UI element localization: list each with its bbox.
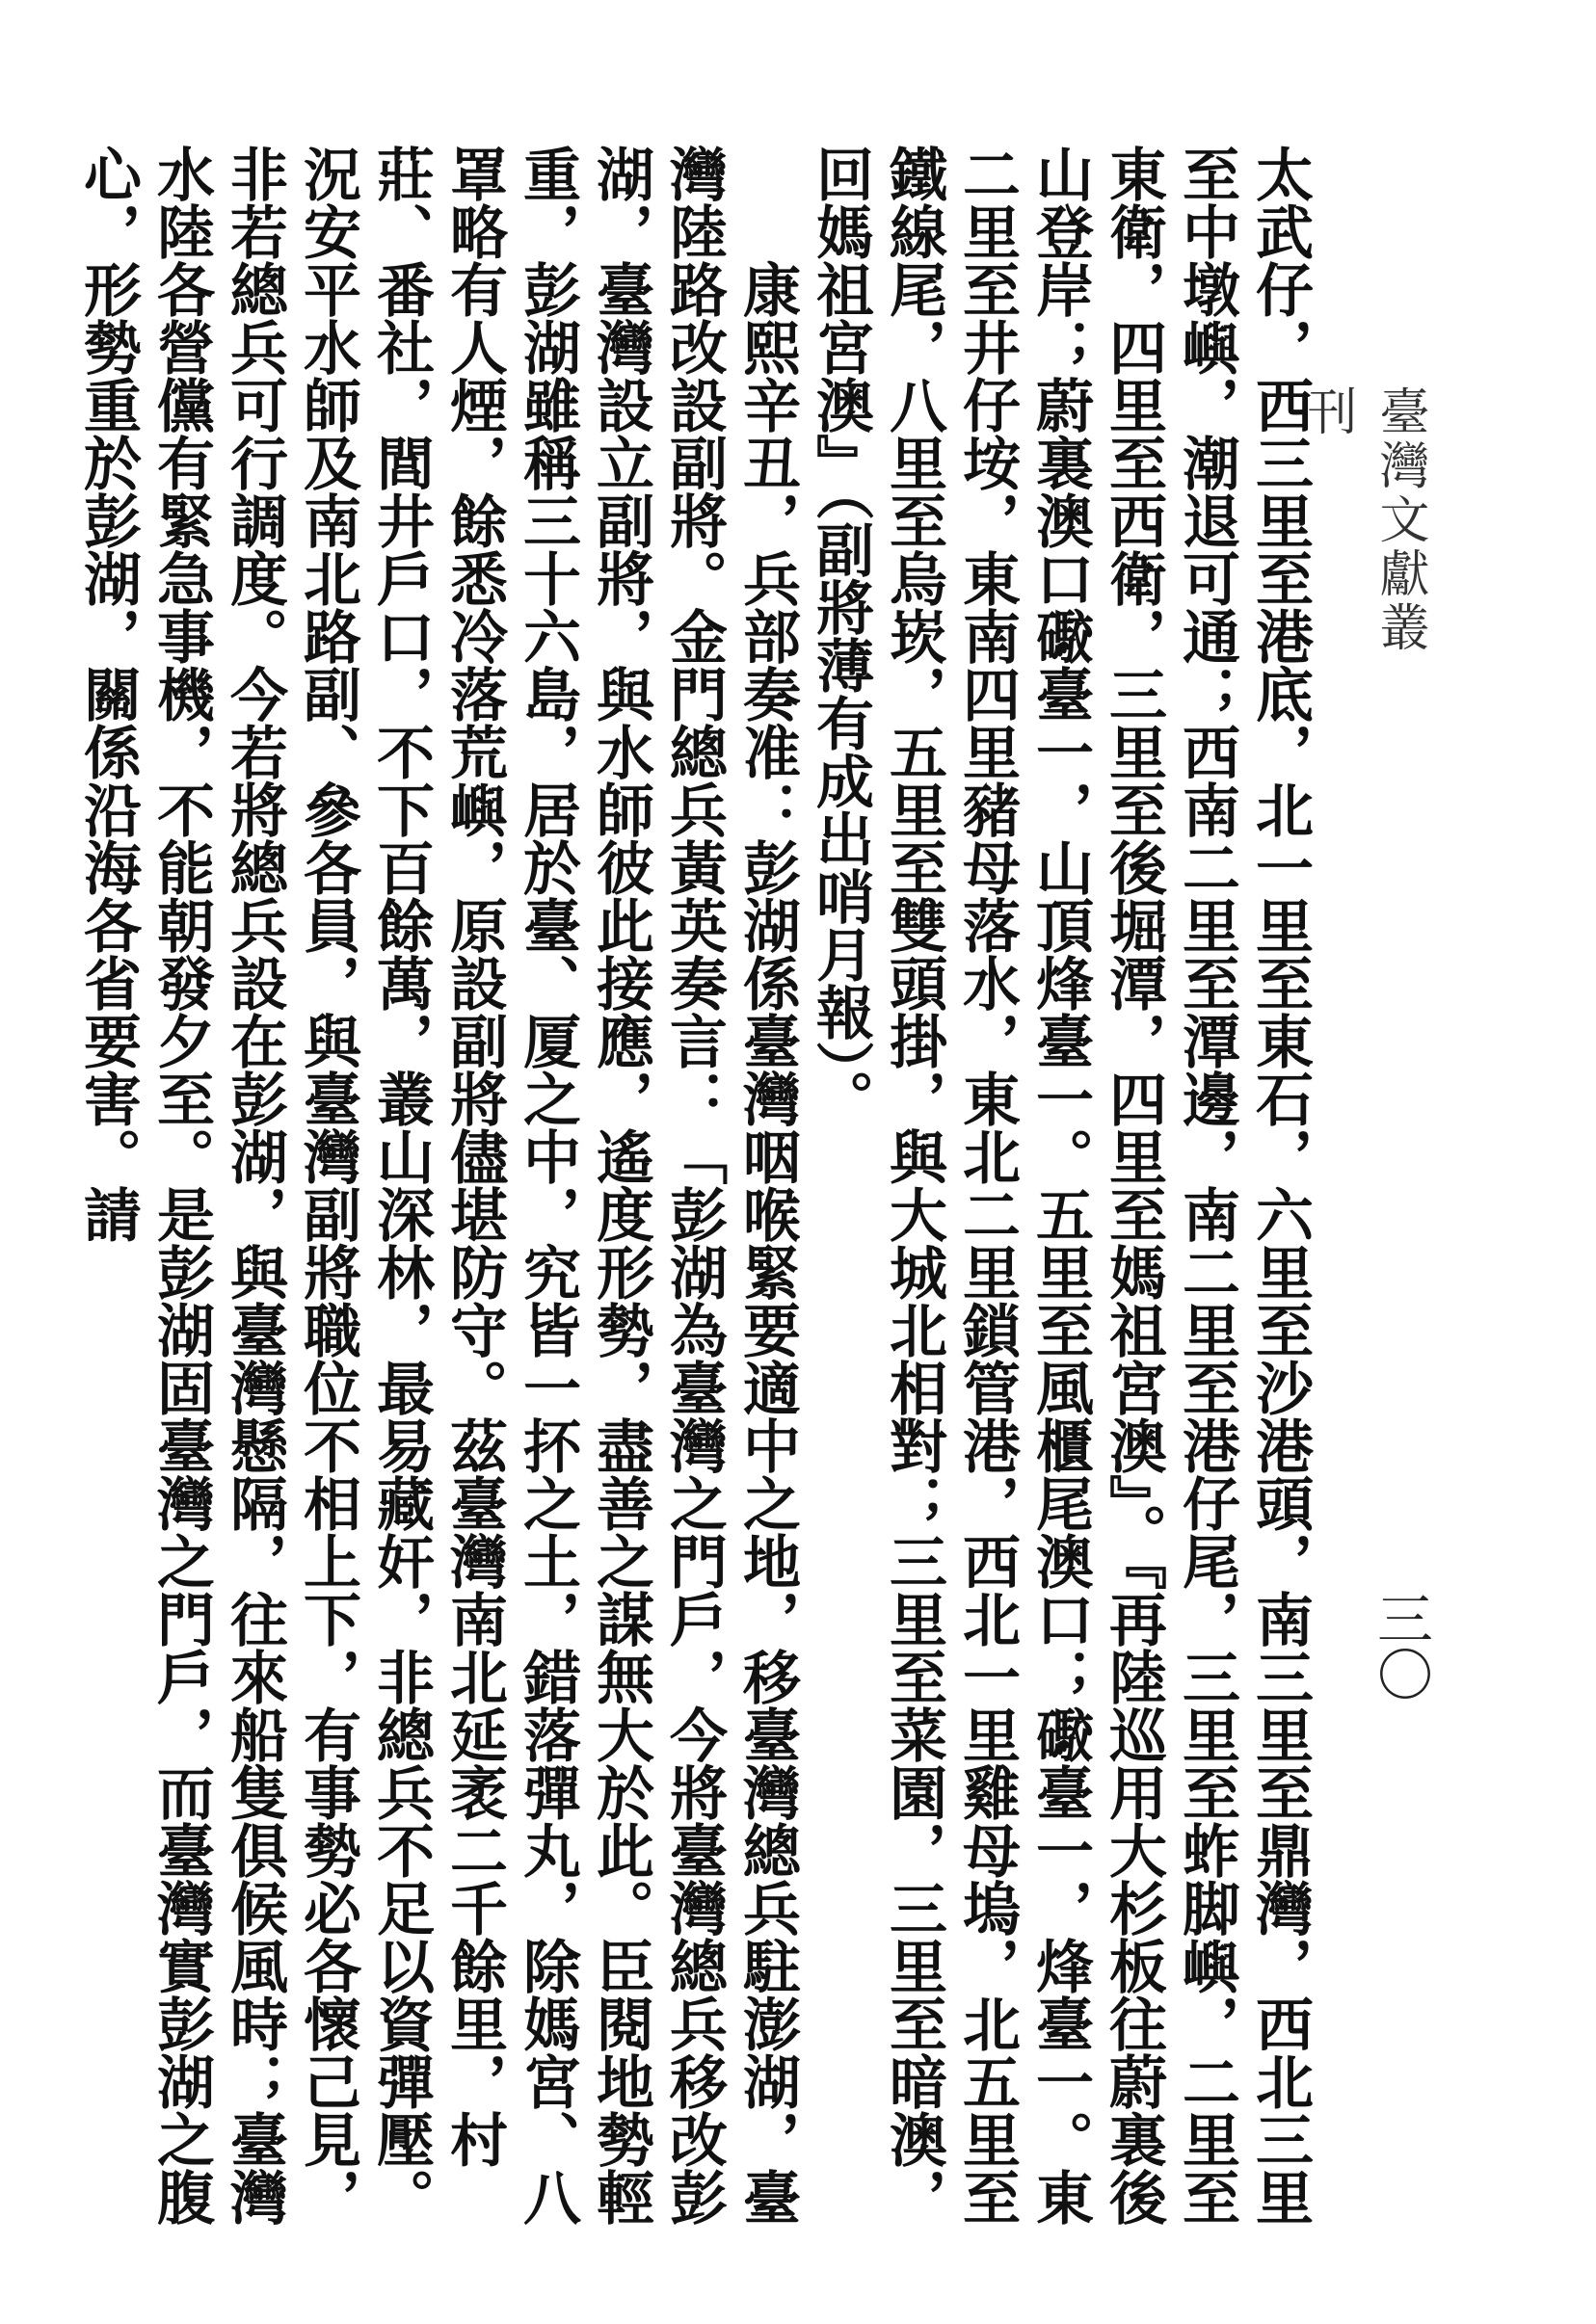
- running-header: 臺灣文獻叢刊: [1298, 385, 1428, 655]
- paragraph-1: 太武仔，西三里至港底，北一里至東石，六里至沙港頭，南三里至鼎灣，西北三里至中墩嶼，潮退可通；西南二里至潭邊，南二里至港仔尾，三里至蚱脚嶼，二里至東衛，四里至西衛，三里至後堀潭，四里至媽祖宮澳』。『再陸巡用大杉板往蔚裏後山登岸；蔚裏澳口礮臺一，山頂烽臺一。五里至風櫃尾澳口；礮臺一，烽臺一。東二里至井仔垵，東南四里豬母落水，東北二里鎖管港，西北一里雞母塢，北五里至鐵線尾，八里至烏崁，五里至雙頭掛，與大城北相對；三里至菜園，三里至暗澳，回媽祖宮澳』（副將薄有成出哨月報）。: [807, 145, 1314, 2226]
- body-text: [74, 145, 1317, 2226]
- paragraph-2: 康熙辛丑，兵部奏准：彭湖係臺灣咽喉緊要適中之地，移臺灣總兵駐澎湖，臺灣陸路改設副將。金門總兵黃英奏言：「彭湖為臺灣之門戶，今將臺灣總兵移改彭湖，臺灣設立副將，與水師彼此接應，遙度形勢，盡善之謀無大於此。臣閱地勢輕重，彭湖雖稱三十六島，居於臺、厦之中，究皆一抔之土，錯落彈丸，除媽宮、八罩略有人煙，餘悉冷落荒嶼，原設副將儘堪防守。茲臺灣南北延袤二千餘里，村莊、番社，閭井戶口，不下百餘萬，叢山深林，最易藏奸，非總兵不足以資彈壓。況安平水師及南北路副、參各員，與臺灣副將職位不相上下，有事勢必各懷己見，非若總兵可行調度。今若將總兵設在彭湖，與臺灣懸隔，往來船隻俱候風時；臺灣水陸各營儻有緊急事機，不能朝發夕至。是彭湖固臺灣之門戶，而臺灣實彭湖之腹心，形勢重於彭湖，關係沿海各省要害。請: [74, 145, 801, 2226]
- page-number: 三〇: [1368, 1590, 1433, 1702]
